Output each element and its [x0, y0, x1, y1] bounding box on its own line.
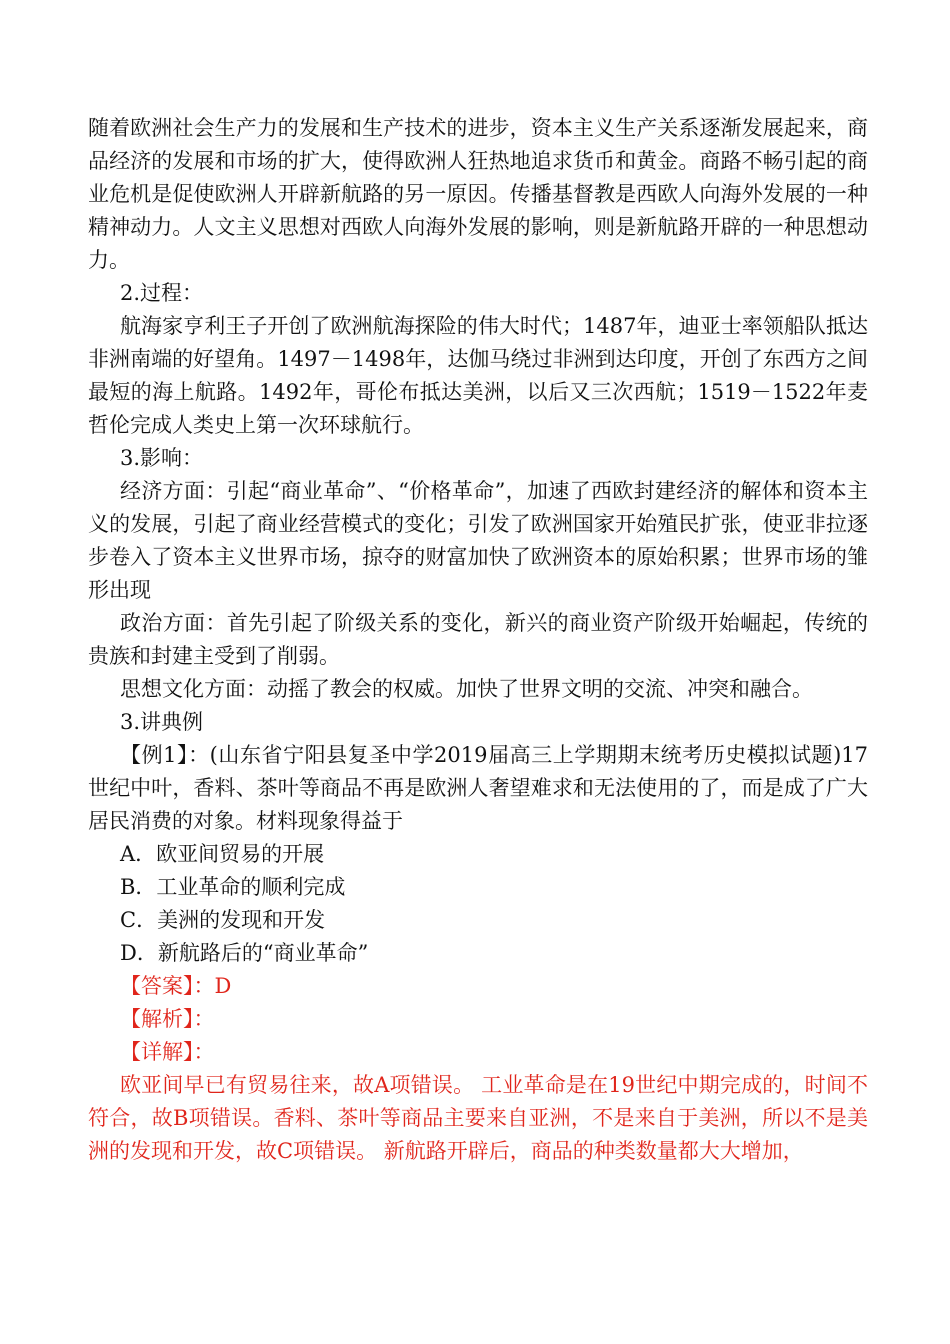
process-paragraph: 航海家亨利王子开创了欧洲航海探险的伟大时代；1487年，迪亚士率领船队抵达非洲南端的好望角。1497－1498年，达伽马绕过非洲到达印度，开创了东西方之间最短的海上航路。1492年，哥伦布抵达美洲，以后又三次西航；1519－1522年麦哲伦完成人类史上第一次环球航行。 — [88, 314, 868, 437]
process-heading: 2.过程： — [120, 281, 204, 305]
intro-paragraph: 随着欧洲社会生产力的发展和生产技术的进步，资本主义生产关系逐渐发展起来，商品经济的发展和市场的扩大，使得欧洲人狂热地追求货币和黄金。商路不畅引起的商业危机是促使欧洲人开辟新航路的另一原因。传播基督教是西欧人向海外发展的一种精神动力。人文主义思想对西欧人向海外发展的影响，则是新航路开辟的一种思想动力。 — [88, 116, 868, 272]
document-page — [88, 112, 868, 1168]
impact-politics-paragraph: 政治方面：首先引起了阶级关系的变化，新兴的商业资产阶级开始崛起，传统的贵族和封建主受到了削弱。 — [88, 611, 868, 668]
option-c: C．美洲的发现和开发 — [120, 908, 326, 932]
option-b: B．工业革命的顺利完成 — [120, 875, 346, 899]
detail-paragraph: 欧亚间早已有贸易往来，故A项错误。 工业革命是在19世纪中期完成的，时间不符合，故B项错误。香料、茶叶等商品主要来自亚洲，不是来自于美洲，所以不是美洲的发现和开发，故C项错误。 新航路开辟后，商品的种类数量都大大增加， — [88, 1073, 868, 1163]
impact-heading: 3.影响： — [120, 446, 204, 470]
examples-heading: 3.讲典例 — [120, 710, 204, 734]
answer-line: 【答案】：D — [120, 974, 232, 998]
option-d: D．新航路后的“商业革命” — [120, 941, 369, 965]
option-a: A．欧亚间贸易的开展 — [120, 842, 325, 866]
detail-label: 【详解】： — [120, 1040, 215, 1064]
impact-economy-paragraph: 经济方面：引起“商业革命”、“价格革命”，加速了西欧封建经济的解体和资本主义的发展，引起了商业经营模式的变化；引发了欧洲国家开始殖民扩张，使亚非拉逐步卷入了资本主义世界市场，掠夺的财富加快了欧洲资本的原始积累；世界市场的雏形出现 — [88, 479, 868, 602]
example-question: 【例1】：(山东省宁阳县复圣中学2019届高三上学期期末统考历史模拟试题)17世纪中叶，香料、茶叶等商品不再是欧洲人奢望难求和无法使用的了，而是成了广大居民消费的对象。材料现象得益于 — [88, 743, 868, 833]
analysis-label: 【解析】： — [120, 1007, 215, 1031]
impact-culture-paragraph: 思想文化方面：动摇了教会的权威。加快了世界文明的交流、冲突和融合。 — [120, 677, 813, 701]
